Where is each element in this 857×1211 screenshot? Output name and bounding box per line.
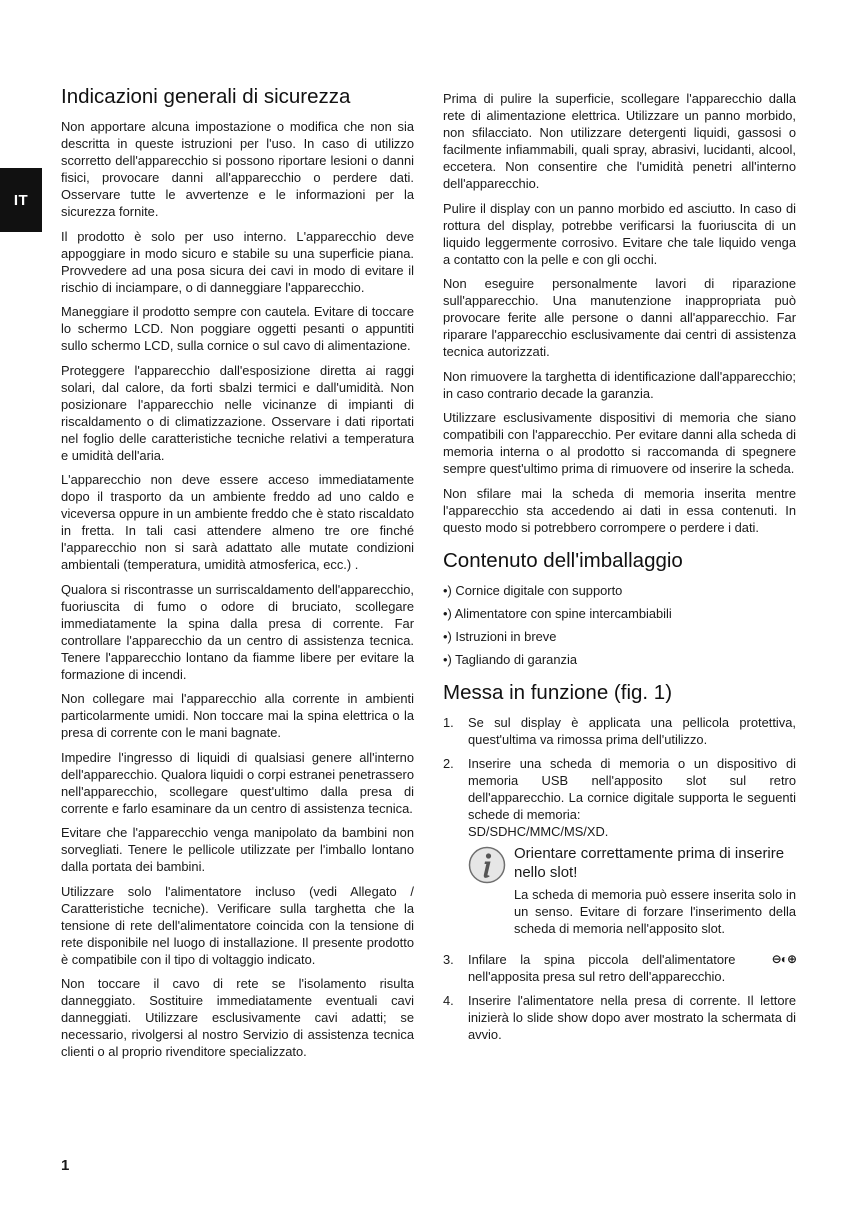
startup-title: Messa in funzione (fig. 1) (443, 680, 673, 704)
info-note (468, 844, 796, 945)
page-number: 1 (61, 1157, 70, 1174)
safety-paragraph: Il prodotto è solo per uso interno. L'apparecchio deve appoggiare in modo sicuro e stabile su una superficie piana. Provvedere ad una posa sicura dei cavi in modo di evitare il rischio di inciampare, o di danneggiare l'apparecchio. (61, 228, 414, 295)
supported-formats: SD/SDHC/MMC/MS/XD. (468, 823, 609, 839)
safety-paragraph: Utilizzare esclusivamente dispositivi di memoria che siano compatibili con l'apparecchio. Per evitare danni alla scheda di memoria interna o al prodotto si raccomanda di spegnere sempre quest'ultimo prima di rimuovere od inserire la scheda. (443, 410, 796, 476)
info-icon (468, 844, 514, 945)
step-item (443, 755, 796, 945)
note-text: La scheda di memoria può essere inserita solo in un senso. Evitare di forzare l'inserimento della scheda di memoria nell'apposito slot. (514, 886, 796, 936)
safety-paragraph: Pulire il display con un panno morbido ed asciutto. In caso di rottura del display, potrebbe verificarsi la fuoriuscita di un liquido leggermente corrosivo. Evitare che tale liquido venga a contatto con la pelle e con gli occhi. (443, 200, 796, 267)
safety-paragraph: Non rimuovere la targhetta di identificazione dall'apparecchio; in caso contrario decade la garanzia. (443, 368, 796, 401)
safety-paragraph: Non eseguire personalmente lavori di riparazione sull'apparecchio. Una manutenzione inappropriata può provocare ferite alle persone o danni all'apparecchio. Far riparare l'apparecchio esclusivamente dai centri di assistenza tecnica autorizzati. (443, 276, 796, 359)
package-contents-title: Contenuto dell'imballaggio (443, 548, 683, 572)
step-text: Se sul display è applicata una pellicola protettiva, quest'ultima va rimossa prima dell'utilizzo. (468, 714, 796, 747)
list-item: •) Tagliando di garanzia (443, 651, 577, 667)
right-column (443, 84, 796, 1050)
safety-paragraph: Prima di pulire la superficie, scollegare l'apparecchio dalla rete di alimentazione elettrica. Utilizzare un panno morbido, non sfilacciato. Non utilizzare detergenti liquidi, gassosi o facilmente infiammabili, quali spray, abrasivi, lucidanti, alcool, eccetera. Non consentire che l'umidità penetri all'interno dell'apparecchio. (443, 91, 796, 191)
step-number: 4. (443, 993, 454, 1008)
list-item: •) Alimentatore con spine intercambiabili (443, 605, 672, 621)
step-number: 2. (443, 755, 454, 771)
safety-paragraph: Utilizzare solo l'alimentatore incluso (vedi Allegato / Caratteristiche tecniche). Verificare sulla targhetta che la tensione di rete dell'alimentatore coincida con la tensione di rete disponibile nel luogo di installazione. Il presente prodotto è compatibile con il tipo di voltaggio indicato. (61, 883, 414, 967)
polarity-symbol-icon: ⊖◐⊕ (771, 952, 796, 966)
safety-paragraph: Maneggiare il prodotto sempre con cautela. Evitare di toccare lo schermo LCD. Non poggiare oggetti pesanti o appuntiti sullo schermo LCD, sulla cornice o sul cavo di alimentazione. (61, 304, 414, 353)
safety-paragraph: Proteggere l'apparecchio dall'esposizione diretta ai raggi solari, dal calore, da forti sbalzi termici e dall'umidità. Non posizionare l'apparecchio nelle vicinanze di impianti di riscaldamento o di climatizzazione. Osservare i dati riportati nel foglio delle caratteristiche tecniche relativi a temperatura e umidità dell'aria. (61, 362, 414, 463)
step-text: Inserire una scheda di memoria o un dispositivo di memoria USB nell'apposito slot sul retro dell'apparecchio. La cornice digitale supporta le seguenti schede di memoria: (468, 755, 796, 822)
safety-paragraph: Non apportare alcuna impostazione o modifica che non sia descritta in queste istruzioni per l'uso. In caso di utilizzo scorretto dell'apparecchio si possono riportare lesioni o danni fisici, provocare danni all'apparecchio o perdere dati. Osservare tutte le avvertenze e le informazioni per la sicurezza fornite. (61, 119, 414, 219)
safety-paragraph: Evitare che l'apparecchio venga manipolato da bambini non sorvegliati. Tenere le pellicole utilizzate per l'imballo lontano dalla portata dei bambini. (61, 825, 414, 874)
list-item: •) Istruzioni in breve (443, 628, 557, 644)
safety-paragraph: Non toccare il cavo di rete se l'isolamento risulta danneggiato. Sostituire immediatamente eventuali cavi danneggiati. Utilizzare esclusivamente cavi adatti; se necessario, rivolgersi al nostro Servizio di assistenza tecnica clienti o al proprio rivenditore specializzato. (61, 976, 414, 1059)
step-text-continued: nell'apposita presa sul retro dell'apparecchio. (468, 969, 726, 984)
step-item (443, 714, 796, 748)
safety-paragraph: Impedire l'ingresso di liquidi di qualsiasi genere all'interno dell'apparecchio. Qualora liquidi o corpi estranei penetrassero nell'apparecchio, scollegare quest'ultimo dalla presa di corrente e farlo esaminare da un centro di assistenza tecnica. (61, 749, 414, 816)
step-number: 3. (443, 952, 454, 967)
safety-title: Indicazioni generali di sicurezza (61, 85, 351, 108)
safety-paragraph: Qualora si riscontrasse un surriscaldamento dell'apparecchio, fuoriuscita di fumo o odore di bruciato, scollegare immediatamente la spina dalla presa di corrente. Far controllare l'apparecchio da un centro di assistenza tecnica. Tenere l'apparecchio lontano da fiamme libere per evitare la formazione di incendi. (61, 581, 414, 682)
list-item: •) Cornice digitale con supporto (443, 582, 623, 598)
step-text: Inserire l'alimentatore nella presa di corrente. Il lettore inizierà lo slide show dopo aver mostrato la schermata di avvio. (468, 993, 796, 1042)
step-text: Infilare la spina piccola dell'alimentatore (468, 952, 736, 967)
startup-steps (443, 714, 796, 1044)
step-number: 1. (443, 714, 454, 730)
package-contents-list (443, 582, 796, 668)
left-column (61, 84, 414, 1068)
safety-paragraph: Non collegare mai l'apparecchio alla corrente in ambienti particolarmente umidi. Non toccare mai la spina elettrica o la presa di corrente con le mani bagnate. (61, 691, 414, 740)
language-tab: IT (0, 168, 42, 232)
note-title: Orientare correttamente prima di inserire nello slot! (514, 844, 785, 881)
step-item (443, 951, 796, 985)
step-item (443, 992, 796, 1043)
safety-paragraph: L'apparecchio non deve essere acceso immediatamente dopo il trasporto da un ambiente freddo ad uno caldo e viceversa oppure in un ambiente freddo che è stato riscaldato in fretta. In tali casi attendere almeno tre ore finché l'apparecchio non si sarà adattato alle mutate condizioni ambientali (temperatura, umidità atmosferica, ecc.) . (61, 472, 414, 572)
safety-paragraph: Non sfilare mai la scheda di memoria inserita mentre l'apparecchio sta accedendo ai dati in essa contenuti. In questo modo si potrebbero corrompere o perdere i dati. (443, 485, 796, 535)
